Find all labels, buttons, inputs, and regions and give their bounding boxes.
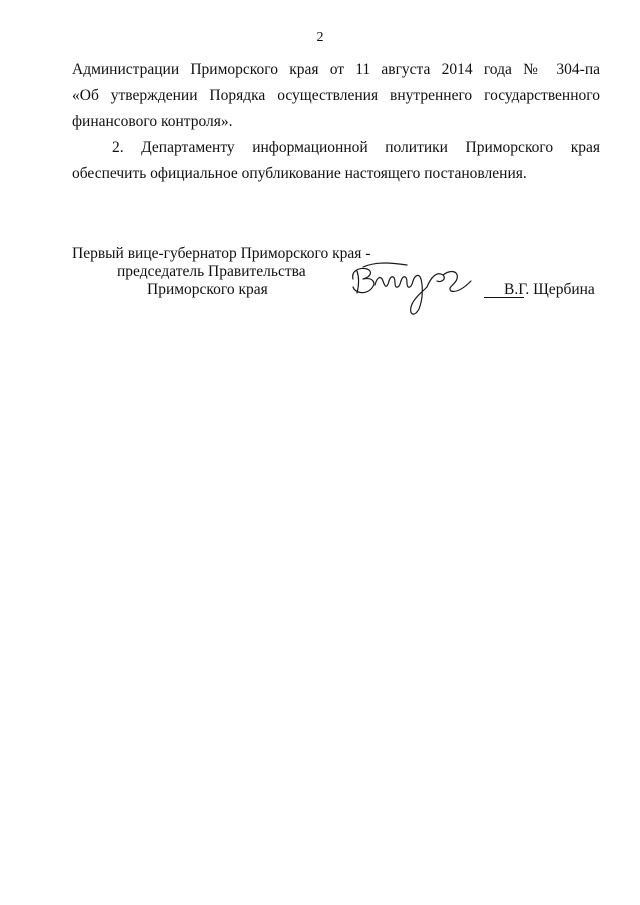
paragraph-1-line-1: Администрации Приморского края от 11 августа 2014 года № 304-па [72, 61, 600, 78]
signer-title-line-1: Первый вице-губернатор Приморского края - [72, 245, 371, 262]
handwritten-signature [347, 253, 477, 319]
paragraph-2-line-1: 2. Департаменту информационной политики Приморского края [112, 139, 600, 156]
signer-title-line-2: председатель Правительства [117, 263, 306, 280]
paragraph-1-line-2: «Об утверждении Порядка осуществления внутреннего государственного [72, 87, 600, 104]
paragraph-2-line-2: обеспечить официальное опубликование настоящего постановления. [72, 165, 527, 182]
signer-name: В.Г. Щербина [504, 281, 595, 298]
signature-block [72, 245, 600, 325]
signer-title-line-3: Приморского края [147, 281, 268, 298]
document-body [72, 57, 600, 187]
paragraph-1-line-3: финансового контроля». [72, 113, 233, 130]
page-number: 2 [316, 30, 324, 45]
